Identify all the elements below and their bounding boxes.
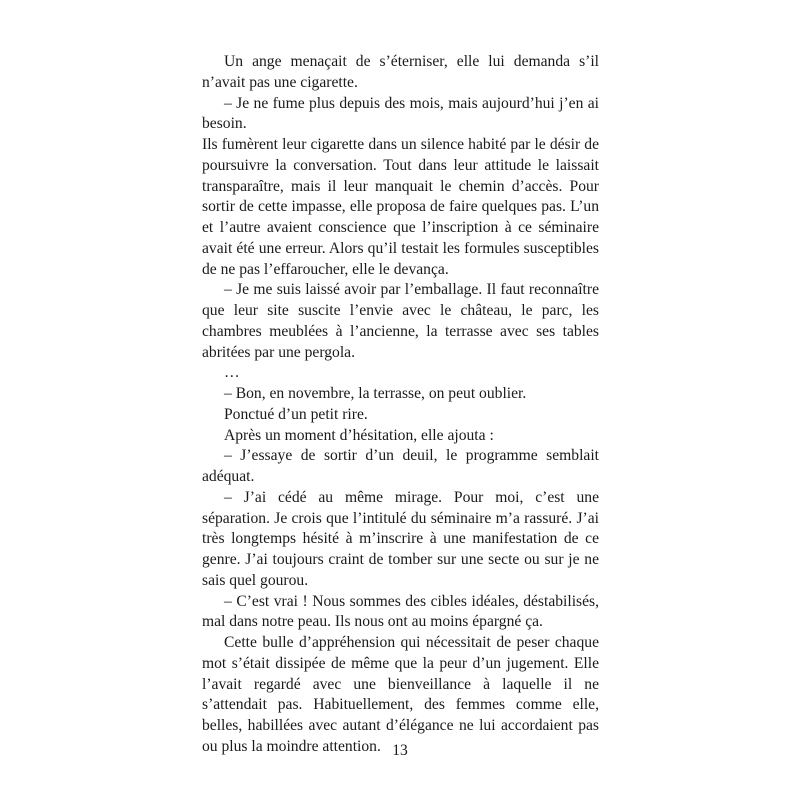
- paragraph: Ils fumèrent leur cigarette dans un silence habité par le désir de poursuivre la conversation. Tout dans leur attitude le laissait transparaître, mais il leur manquait le chemin d’accès. Pour sortir de cette impasse, elle proposa de faire quelques pas. L’un et l’autre avaient conscience que l’inscription à ce séminaire avait été une erreur. Alors qu’il testait les formules susceptibles de ne pas l’effaroucher, elle le devança.: [202, 136, 599, 278]
- paragraph: – Bon, en novembre, la terrasse, on peut oublier.: [224, 385, 527, 402]
- paragraph: Ponctué d’un petit rire.: [224, 405, 368, 423]
- paragraph: Un ange menaçait de s’éterniser, elle lui demanda s’il n’avait pas une cigarette.: [202, 53, 599, 91]
- paragraph: – J’essaye de sortir d’un deuil, le programme semblait adéquat.: [202, 447, 599, 485]
- paragraph: Cette bulle d’appréhension qui nécessitait de peser chaque mot s’était dissipée de même que la peur d’un jugement. Elle l’avait regardé avec une bienveillance à laquelle il ne s’attendait pas. Habituellement, des femmes comme elle, belles, habillées avec autant d’élégance ne lui accordaient pas ou plus la moindre attention.: [202, 634, 599, 755]
- paragraph: – J’ai cédé au même mirage. Pour moi, c’est une séparation. Je crois que l’intitulé du séminaire m’a rassuré. J’ai très longtemps hésité à m’inscrire à une manifestation de ce genre. J’ai toujours craint de tomber sur une secte ou sur je ne sais quel gourou.: [202, 488, 599, 589]
- body-text: [202, 52, 599, 758]
- page-number: 13: [392, 742, 408, 759]
- paragraph: …: [224, 364, 240, 382]
- paragraph: – Je ne fume plus depuis des mois, mais aujourd’hui j’en ai besoin.: [202, 94, 599, 133]
- paragraph: Après un moment d’hésitation, elle ajouta :: [224, 426, 494, 444]
- paragraph: – C’est vrai ! Nous sommes des cibles idéales, déstabilisés, mal dans notre peau. Ils nous ont au moins épargné ça.: [202, 592, 599, 631]
- paragraph: – Je me suis laissé avoir par l’emballage. Il faut reconnaître que leur site suscite l’envie avec le château, le parc, les chambres meublées à l’ancienne, la terrasse avec ses tables abritées par une pergola.: [202, 281, 599, 361]
